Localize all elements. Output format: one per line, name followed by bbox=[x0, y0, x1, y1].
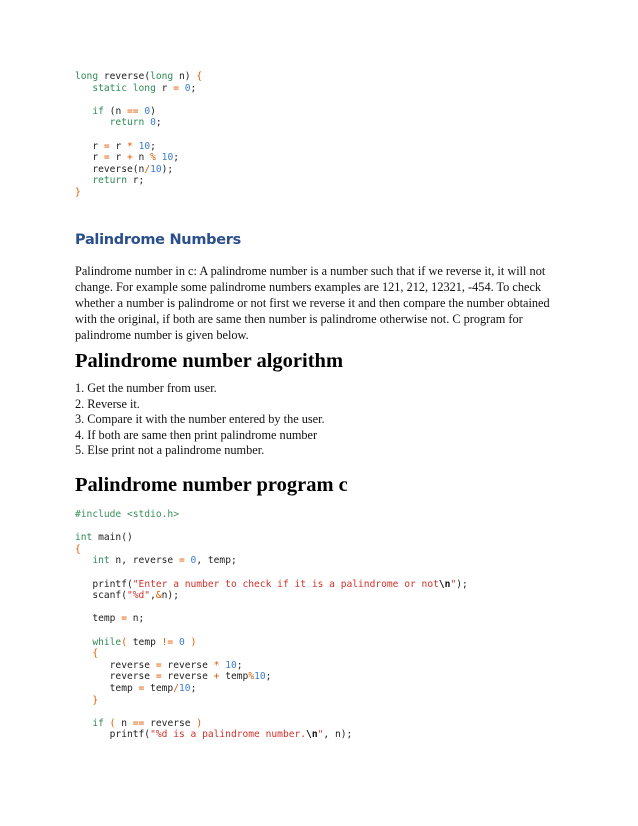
code-token: reverse( bbox=[98, 71, 151, 82]
code-line bbox=[75, 625, 468, 637]
code-token: = bbox=[155, 659, 162, 671]
code-token: } bbox=[75, 186, 81, 198]
code-token: 0 bbox=[179, 636, 185, 648]
code-token: scanf( bbox=[75, 590, 127, 602]
code-token: + bbox=[127, 152, 133, 164]
code-line bbox=[75, 567, 468, 579]
program-heading: Palindrome number program c bbox=[75, 474, 348, 496]
code-token: n); bbox=[161, 590, 179, 602]
code-token: n bbox=[132, 152, 151, 164]
code-line bbox=[75, 718, 468, 730]
code-token: "%d is a palindrome number. bbox=[150, 729, 307, 741]
code-token: main() bbox=[92, 532, 133, 544]
code-token: n) bbox=[173, 71, 197, 82]
code-token: ; bbox=[190, 682, 197, 694]
code-token: { bbox=[75, 543, 81, 555]
code-line bbox=[75, 187, 202, 199]
code-token: long bbox=[150, 71, 174, 82]
code-line bbox=[75, 141, 202, 153]
list-item: 3. Compare it with the number entered by the user. bbox=[75, 412, 325, 426]
code-token bbox=[75, 175, 92, 186]
code-token: \n bbox=[438, 578, 451, 590]
code-token: , bbox=[150, 590, 156, 602]
code-line bbox=[75, 660, 468, 672]
code-block-palindrome-program bbox=[75, 509, 468, 741]
code-token: , temp; bbox=[196, 555, 237, 567]
code-token: 0 bbox=[150, 117, 156, 129]
code-token: " bbox=[450, 578, 457, 590]
list-item: 4. If both are same then print palindrome number bbox=[75, 427, 318, 442]
code-line bbox=[75, 683, 468, 695]
code-token: int bbox=[92, 555, 110, 567]
code-token: != bbox=[161, 636, 174, 648]
code-token: ; bbox=[155, 117, 162, 129]
code-line bbox=[75, 164, 202, 176]
code-block-reverse-function bbox=[75, 71, 202, 199]
code-token: r bbox=[109, 140, 127, 152]
code-token: = bbox=[103, 140, 110, 152]
code-token: (n bbox=[103, 105, 127, 117]
code-token: ); bbox=[161, 163, 174, 175]
code-token: reverse(n bbox=[75, 163, 145, 175]
code-token: 10 bbox=[254, 671, 266, 683]
code-token: ; bbox=[173, 152, 180, 164]
code-token: % bbox=[150, 152, 156, 164]
code-line bbox=[75, 532, 468, 544]
list-item: 5. Else print not a palindrome number. bbox=[75, 443, 265, 457]
code-line bbox=[75, 579, 468, 591]
code-line bbox=[75, 671, 468, 683]
list-item: 2. Reverse it. bbox=[75, 396, 140, 411]
code-token: ) bbox=[196, 717, 203, 729]
code-token: if bbox=[92, 717, 104, 729]
code-token: } bbox=[92, 694, 99, 706]
code-token: reverse bbox=[75, 671, 156, 683]
code-token: = bbox=[138, 682, 145, 694]
paragraph-line: palindrome number is given below. bbox=[75, 328, 249, 343]
code-token: "%d" bbox=[126, 590, 151, 602]
code-token: r bbox=[75, 152, 104, 164]
code-token: 10 bbox=[150, 163, 162, 175]
code-line bbox=[75, 706, 468, 718]
code-token: if bbox=[92, 105, 104, 117]
code-token: 10 bbox=[138, 140, 151, 152]
code-token: ; bbox=[190, 82, 197, 94]
code-line bbox=[75, 695, 468, 707]
code-token: n, reverse bbox=[109, 555, 179, 567]
section-heading: Palindrome Numbers bbox=[75, 232, 241, 248]
code-token: return bbox=[109, 117, 145, 129]
code-token: ; bbox=[265, 671, 272, 683]
code-token: 0 bbox=[184, 82, 191, 94]
code-line bbox=[75, 613, 468, 625]
code-token: = bbox=[178, 555, 185, 567]
code-token: 0 bbox=[190, 555, 197, 567]
code-token: return bbox=[92, 175, 127, 187]
code-line bbox=[75, 152, 202, 164]
code-token: reverse bbox=[161, 659, 214, 671]
code-token: n bbox=[115, 717, 133, 729]
paragraph-line: change. For example some palindrome numbers examples are 121, 212, 12321, -454. To check bbox=[75, 280, 542, 295]
code-line bbox=[75, 602, 468, 614]
code-token bbox=[75, 637, 92, 648]
code-line bbox=[75, 637, 468, 649]
code-token: == bbox=[127, 105, 139, 117]
code-token: while bbox=[92, 636, 122, 648]
code-token: " bbox=[317, 729, 324, 741]
code-token: { bbox=[196, 71, 203, 82]
code-token bbox=[75, 117, 110, 128]
code-token bbox=[75, 648, 92, 659]
code-token: n; bbox=[127, 613, 145, 625]
code-token: temp bbox=[127, 636, 162, 648]
code-token: + bbox=[213, 671, 220, 683]
code-token: = bbox=[121, 613, 127, 625]
code-token: = bbox=[155, 671, 162, 683]
code-token: reverse bbox=[161, 671, 214, 683]
code-token: * bbox=[127, 140, 133, 152]
algorithm-steps-list bbox=[75, 381, 325, 459]
code-token bbox=[75, 695, 92, 706]
code-token: * bbox=[213, 659, 220, 671]
code-token: ) bbox=[150, 105, 156, 117]
code-token bbox=[75, 718, 92, 729]
code-token: reverse bbox=[144, 717, 197, 729]
algorithm-heading: Palindrome number algorithm bbox=[75, 350, 344, 372]
code-token: 10 bbox=[161, 152, 174, 164]
code-line bbox=[75, 729, 468, 741]
code-line bbox=[75, 129, 202, 141]
paragraph-line: Palindrome number in c: A palindrome number is a number such that if we reverse it, it will not bbox=[75, 264, 546, 278]
code-token: ); bbox=[456, 578, 468, 590]
code-token: \n bbox=[306, 729, 318, 741]
code-token: { bbox=[92, 648, 99, 660]
code-token: static long bbox=[92, 82, 156, 94]
code-token: printf( bbox=[75, 578, 133, 590]
code-line bbox=[75, 555, 468, 567]
code-token: = bbox=[103, 152, 110, 164]
code-token: , n); bbox=[323, 729, 353, 741]
code-token: r; bbox=[126, 175, 145, 187]
code-token: 0 bbox=[144, 105, 151, 117]
code-token bbox=[75, 106, 92, 117]
code-line bbox=[75, 94, 202, 106]
code-token: temp bbox=[144, 682, 174, 694]
code-token: reverse bbox=[75, 659, 156, 671]
code-token: "Enter a number to check if it is a palindrome or not bbox=[132, 578, 439, 590]
code-line bbox=[75, 544, 468, 556]
code-token: r bbox=[155, 82, 174, 94]
code-token: / bbox=[173, 682, 179, 694]
code-token: / bbox=[144, 163, 151, 175]
code-token: ( bbox=[109, 717, 116, 729]
code-token: printf( bbox=[75, 729, 151, 741]
code-token: temp bbox=[75, 682, 139, 694]
code-token: ; bbox=[150, 140, 156, 152]
intro-paragraph bbox=[75, 263, 550, 343]
code-token: temp bbox=[219, 671, 249, 683]
code-line bbox=[75, 509, 468, 521]
code-line bbox=[75, 521, 468, 533]
code-token: % bbox=[248, 671, 255, 683]
code-token: r bbox=[109, 152, 127, 164]
code-token: ) bbox=[190, 636, 197, 648]
code-token: r bbox=[75, 140, 104, 152]
list-item: 1. Get the number from user. bbox=[75, 381, 217, 395]
code-line bbox=[75, 71, 202, 83]
paragraph-line: whether a number is palindrome or not first we reverse it and then compare the number obtained bbox=[75, 296, 550, 311]
code-token: ; bbox=[236, 659, 243, 671]
code-token: #include <stdio.h> bbox=[75, 509, 179, 520]
code-token: & bbox=[155, 590, 162, 602]
code-token: 10 bbox=[225, 659, 237, 671]
code-token: temp bbox=[75, 613, 122, 625]
code-line bbox=[75, 175, 202, 187]
code-line bbox=[75, 648, 468, 660]
code-line bbox=[75, 83, 202, 95]
code-token bbox=[75, 555, 92, 566]
code-token: == bbox=[132, 717, 145, 729]
paragraph-line: with the original, if both are same then number is palindrome otherwise not. C program for bbox=[75, 312, 523, 327]
code-line bbox=[75, 117, 202, 129]
code-token: 10 bbox=[179, 682, 191, 694]
code-token: long bbox=[75, 71, 99, 82]
code-token: int bbox=[75, 532, 93, 544]
code-token: ( bbox=[121, 636, 127, 648]
code-token: = bbox=[173, 82, 179, 94]
code-line bbox=[75, 106, 202, 118]
code-line bbox=[75, 590, 468, 602]
code-token bbox=[75, 83, 92, 94]
